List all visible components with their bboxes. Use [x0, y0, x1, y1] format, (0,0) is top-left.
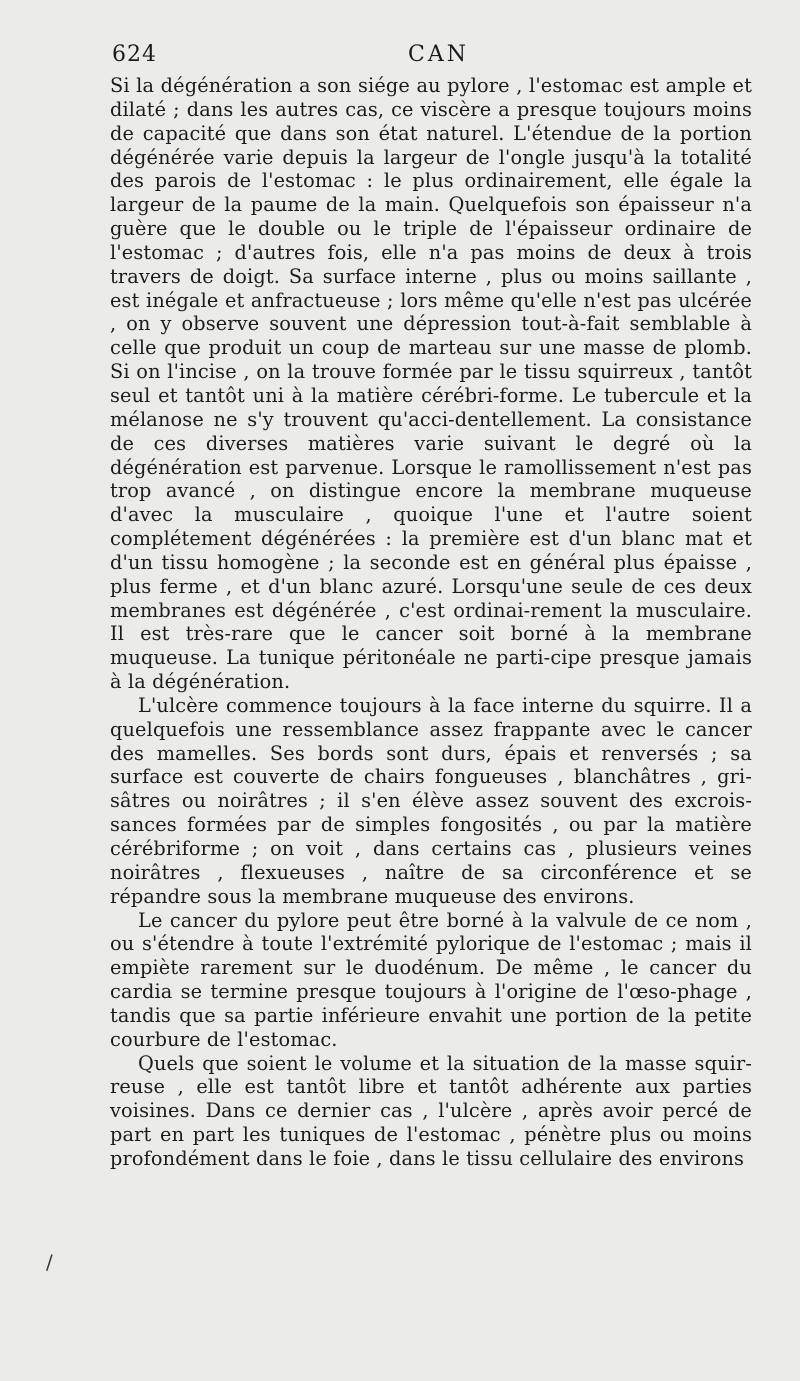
paragraph-3: Le cancer du pylore peut être borné à la valvule de ce nom , ou s'étendre à toute l'extrémité pylorique de l'estomac ; mais il empiète rarement sur le duodénum. De même , le cancer du cardia se termine presque toujours à l'origine de l'œso-phage , tandis que sa partie inférieure envahit une portion de la petite courbure de l'estomac. [110, 908, 752, 1051]
margin-pencil-mark: / [46, 1250, 53, 1274]
paragraph-1: Si la dégénération a son siége au pylore , l'estomac est ample et dilaté ; dans les autres cas, ce viscère a presque toujours moins de capacité que dans son état naturel. L'étendue de la portion dégénérée varie depuis la largeur de l'ongle jusqu'à la totalité des parois de l'estomac : le plus ordinairement, elle égale la largeur de la paume de la main. Quelquefois son épaisseur n'a guère que le double ou le triple de l'épaisseur ordinaire de l'estomac ; d'autres fois, elle n'a pas moins de deux à trois travers de doigt. Sa surface interne , plus ou moins saillante , est inégale et anfractueuse ; lors même qu'elle n'est pas ulcérée , on y observe souvent une dépression tout-à-fait semblable à celle que produit un coup de marteau sur une masse de plomb. Si on l'incise , on la trouve formée par le tissu squirreux , tantôt seul et tantôt uni à la matière cérébri-forme. Le tubercule et la mélanose ne s'y trouvent qu'acci-dentellement. La consistance de ces diverses matières varie suivant le degré où la dégénération est parvenue. Lorsque le ramollissement n'est pas trop avancé , on distingue encore la membrane muqueuse d'avec la musculaire , quoique l'une et l'autre soient complétement dégénérées : la première est d'un blanc mat et d'un tissu homogène ; la seconde est en général plus épaisse , plus ferme , et d'un blanc azuré. Lorsqu'une seule de ces deux membranes est dégénérée , c'est ordinai-rement la musculaire. Il est très-rare que le cancer soit borné à la membrane muqueuse. La tunique péritonéale ne parti-cipe presque jamais à la dégénération. [110, 74, 752, 694]
page-header [112, 42, 752, 72]
page-number: 624 [112, 42, 157, 67]
paragraph-4: Quels que soient le volume et la situation de la masse squir-reuse , elle est tantôt libre et tantôt adhérente aux parties voisines. Dans ce dernier cas , l'ulcère , après avoir percé de part en part les tuniques de l'estomac , pénètre plus ou moins profondément dans le foie , dans le tissu cellulaire des environs [110, 1051, 752, 1170]
body-text [110, 74, 752, 1171]
paragraph-2: L'ulcère commence toujours à la face interne du squirre. Il a quelquefois une ressemblance assez frappante avec le cancer des mamelles. Ses bords sont durs, épais et renversés ; sa surface est couverte de chairs fongueuses , blanchâtres , gri-sâtres ou noirâtres ; il s'en élève assez souvent des excrois-sances formées par de simples fongosités , ou par la matière cérébriforme ; on voit , dans certains cas , plusieurs veines noirâtres , flexueuses , naître de sa circonférence et se répandre sous la membrane muqueuse des environs. [110, 693, 752, 908]
running-head: CAN [408, 42, 469, 67]
